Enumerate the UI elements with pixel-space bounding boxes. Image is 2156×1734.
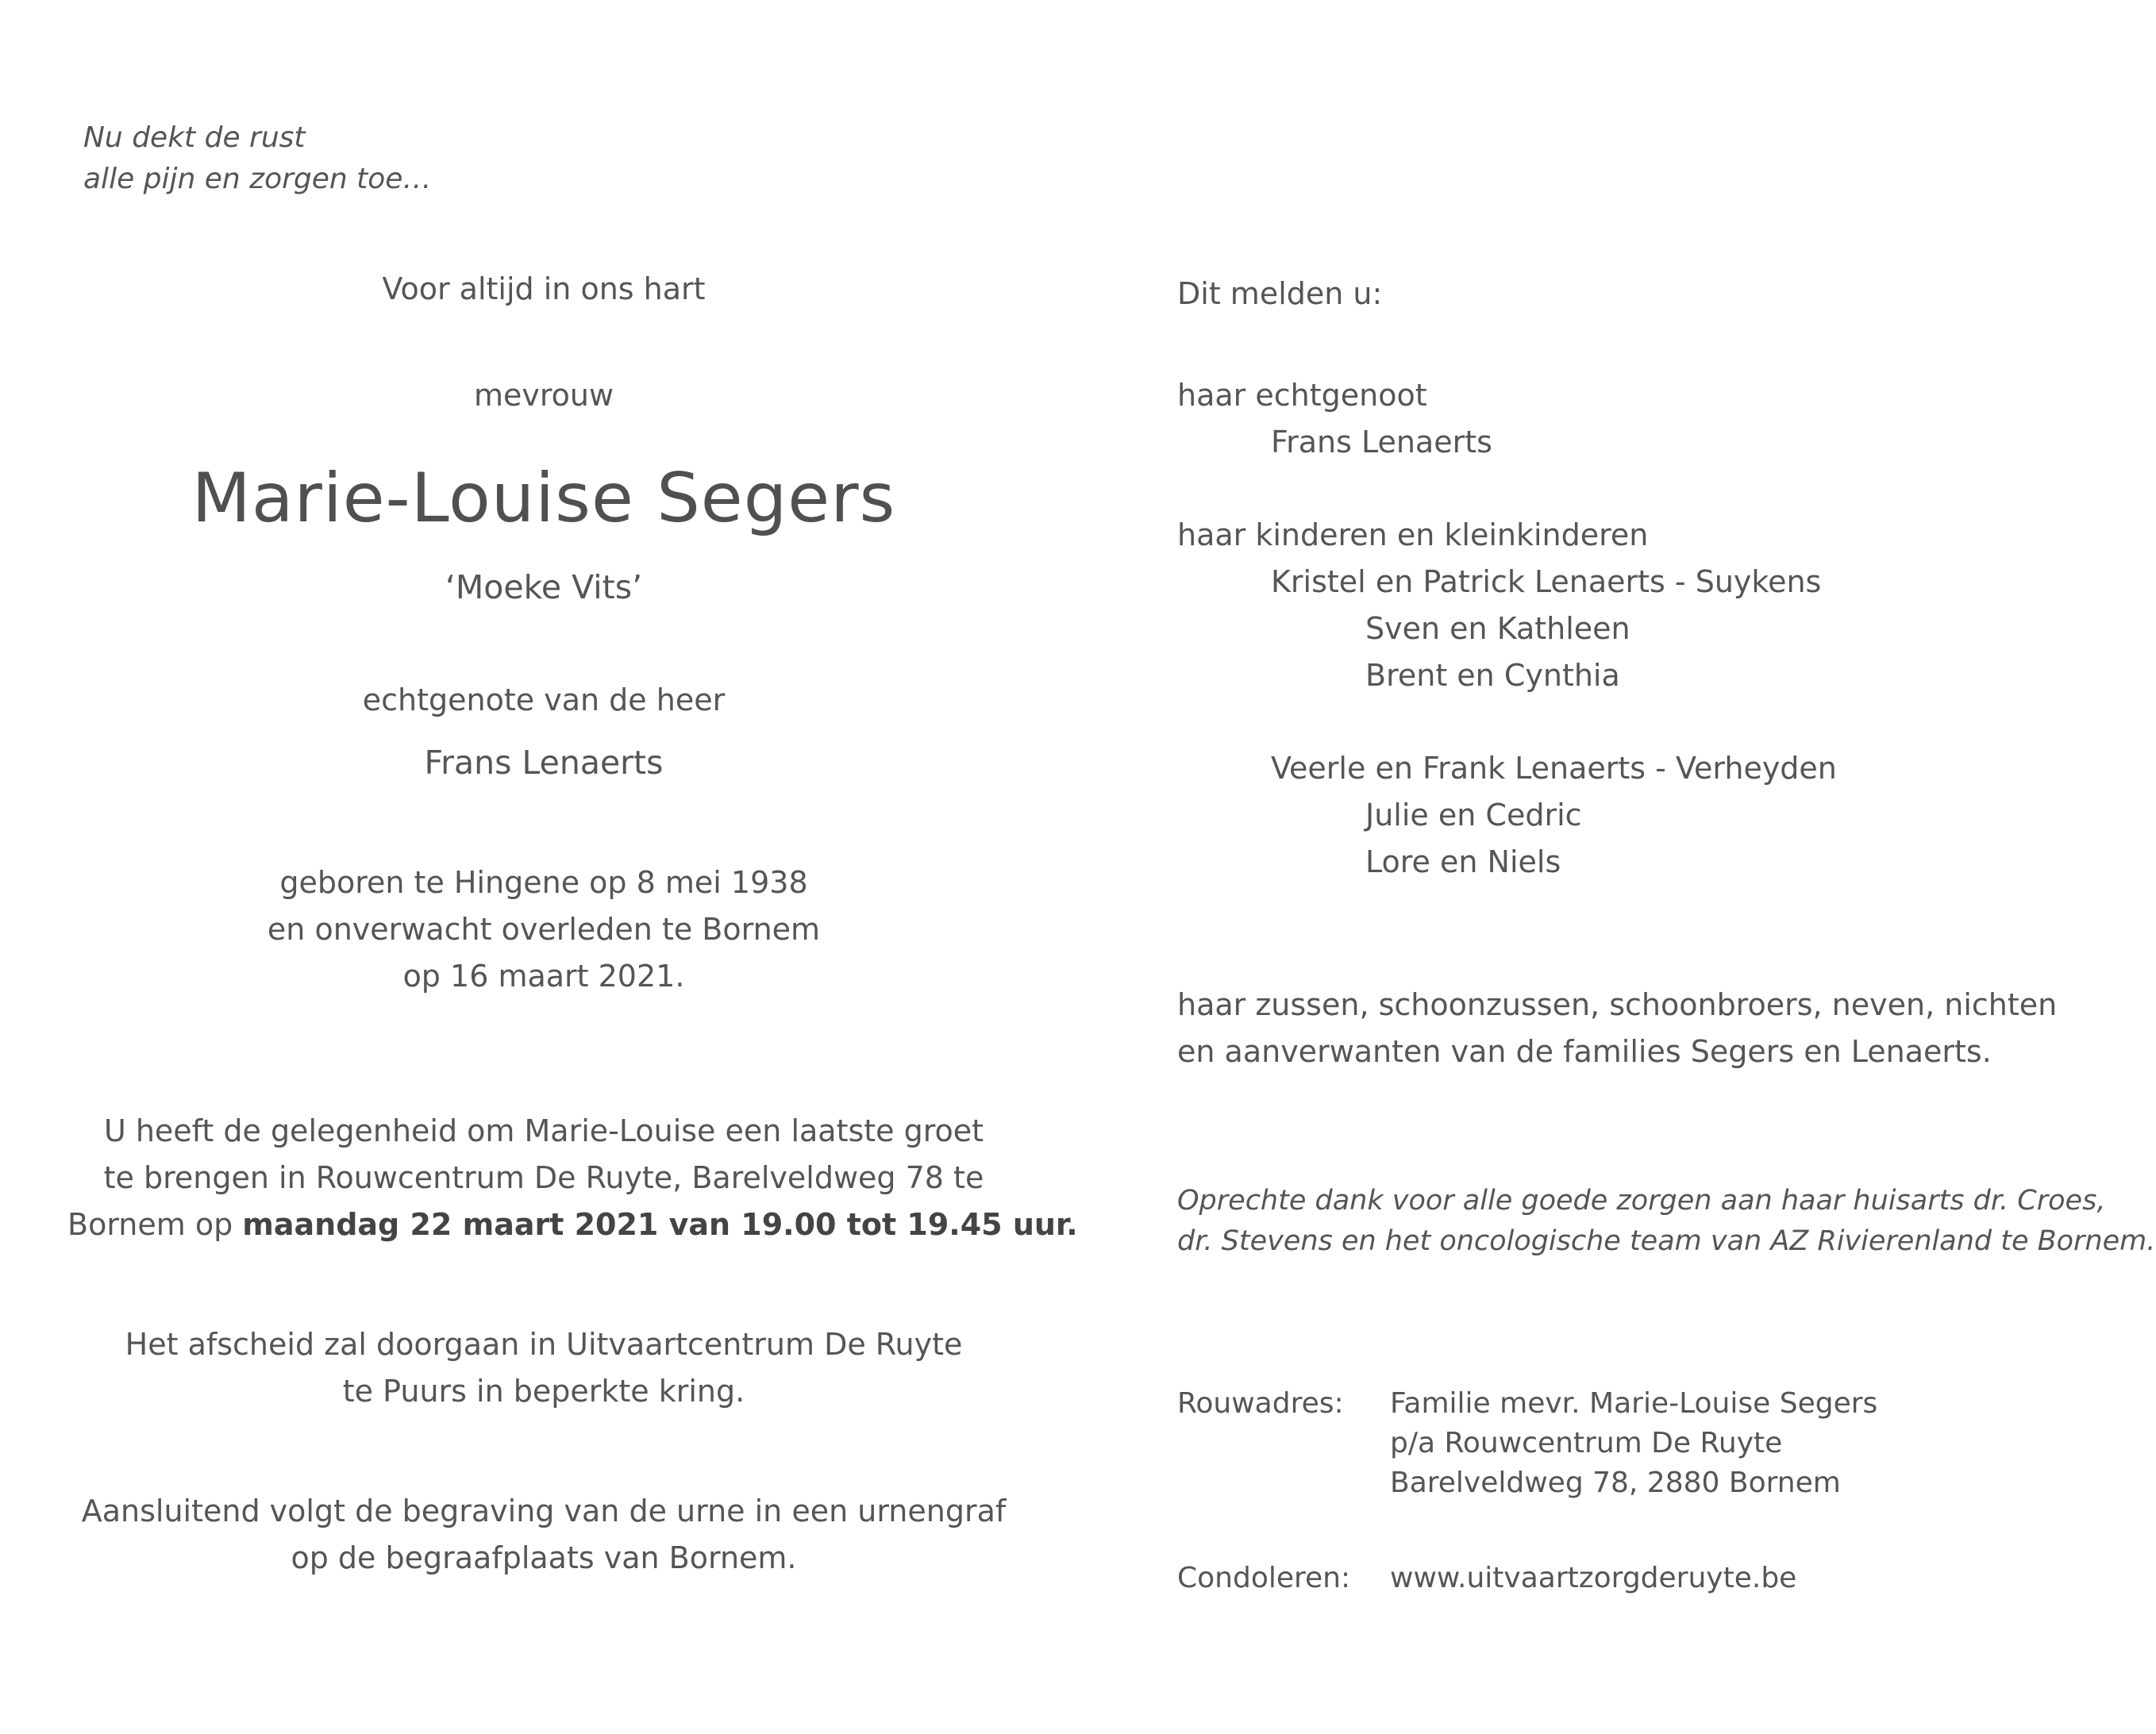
motto-line-2: alle pijn en zorgen toe… <box>83 163 432 195</box>
relatives-line-1: haar zussen, schoonzussen, schoonbroers, neven, nichten <box>1177 987 2058 1022</box>
birth-line-3: op 16 maart 2021. <box>402 959 685 994</box>
right-spouse-label: haar echtgenoot <box>1177 378 1427 413</box>
address-line-3: Barelveldweg 78, 2880 Bornem <box>1390 1467 1841 1499</box>
spouse-label: echtgenote van de heer <box>362 682 726 717</box>
address-line-1: Familie mevr. Marie-Louise Segers <box>1390 1387 1878 1420</box>
burial-block <box>67 1488 1020 1582</box>
birth-death-block <box>67 859 1020 1000</box>
birth-line-1: geboren te Hingene op 8 mei 1938 <box>279 865 808 900</box>
thanks-line-2: dr. Stevens en het oncologische team van AZ Rivierenland te Bornem. <box>1177 1225 2156 1257</box>
address-label: Rouwadres: <box>1177 1387 1344 1420</box>
visit-date-time: maandag 22 maart 2021 van 19.00 tot 19.45 uur. <box>242 1207 1078 1242</box>
burial-line-2: op de begraafplaats van Bornem. <box>291 1540 797 1575</box>
birth-line-2: en onverwacht overleden te Bornem <box>267 912 821 947</box>
right-spouse-name: Frans Lenaerts <box>1271 425 1492 459</box>
visit-line-1: U heeft de gelegenheid om Marie-Louise een laatste groet <box>103 1113 984 1148</box>
visit-line-2: te brengen in Rouwcentrum De Ruyte, Barelveldweg 78 te <box>103 1160 984 1195</box>
visit-line-3-prefix: Bornem op <box>67 1207 243 1242</box>
burial-line-1: Aansluitend volgt de begraving van de urne in een urnengraf <box>81 1494 1007 1528</box>
farewell-line-2: te Puurs in beperkte kring. <box>342 1374 745 1409</box>
motto <box>83 117 431 200</box>
farewell-block <box>67 1321 1020 1415</box>
family-2-grandchild-2: Lore en Niels <box>1365 844 1561 879</box>
announce-text: Dit melden u: <box>1177 276 1383 311</box>
family-1-parents: Kristel en Patrick Lenaerts - Suykens <box>1271 564 1822 599</box>
address-line-2: p/a Rouwcentrum De Ruyte <box>1390 1427 1783 1459</box>
children-label: haar kinderen en kleinkinderen <box>1177 517 1649 552</box>
address-block <box>1390 1384 1877 1503</box>
intro-text: Voor altijd in ons hart <box>382 271 706 306</box>
honorific: mevrouw <box>473 378 614 413</box>
relatives-block <box>1177 982 2057 1075</box>
family-1-grandchild-1: Sven en Kathleen <box>1365 611 1630 646</box>
nickname: ‘Moeke Vits’ <box>445 568 643 606</box>
thanks-line-1: Oprechte dank voor alle goede zorgen aan haar huisarts dr. Croes, <box>1177 1185 2106 1217</box>
family-2-parents: Veerle en Frank Lenaerts - Verheyden <box>1271 751 1837 786</box>
farewell-line-1: Het afscheid zal doorgaan in Uitvaartcentrum De Ruyte <box>125 1327 963 1362</box>
visit-line-3 <box>67 1201 1078 1248</box>
spouse-name: Frans Lenaerts <box>424 744 664 782</box>
condolences-label: Condoleren: <box>1177 1562 1351 1594</box>
family-1-grandchild-2: Brent en Cynthia <box>1365 658 1620 693</box>
relatives-line-2: en aanverwanten van de families Segers en Lenaerts. <box>1177 1034 1992 1069</box>
thanks-block <box>1177 1181 2155 1262</box>
visit-block <box>67 1108 1078 1248</box>
motto-line-1: Nu dekt de rust <box>83 121 306 154</box>
family-2-grandchild-1: Julie en Cedric <box>1365 798 1582 832</box>
condolences-website-link[interactable]: www.uitvaartzorgderuyte.be <box>1390 1562 1797 1594</box>
deceased-name: Marie-Louise Segers <box>191 459 896 538</box>
